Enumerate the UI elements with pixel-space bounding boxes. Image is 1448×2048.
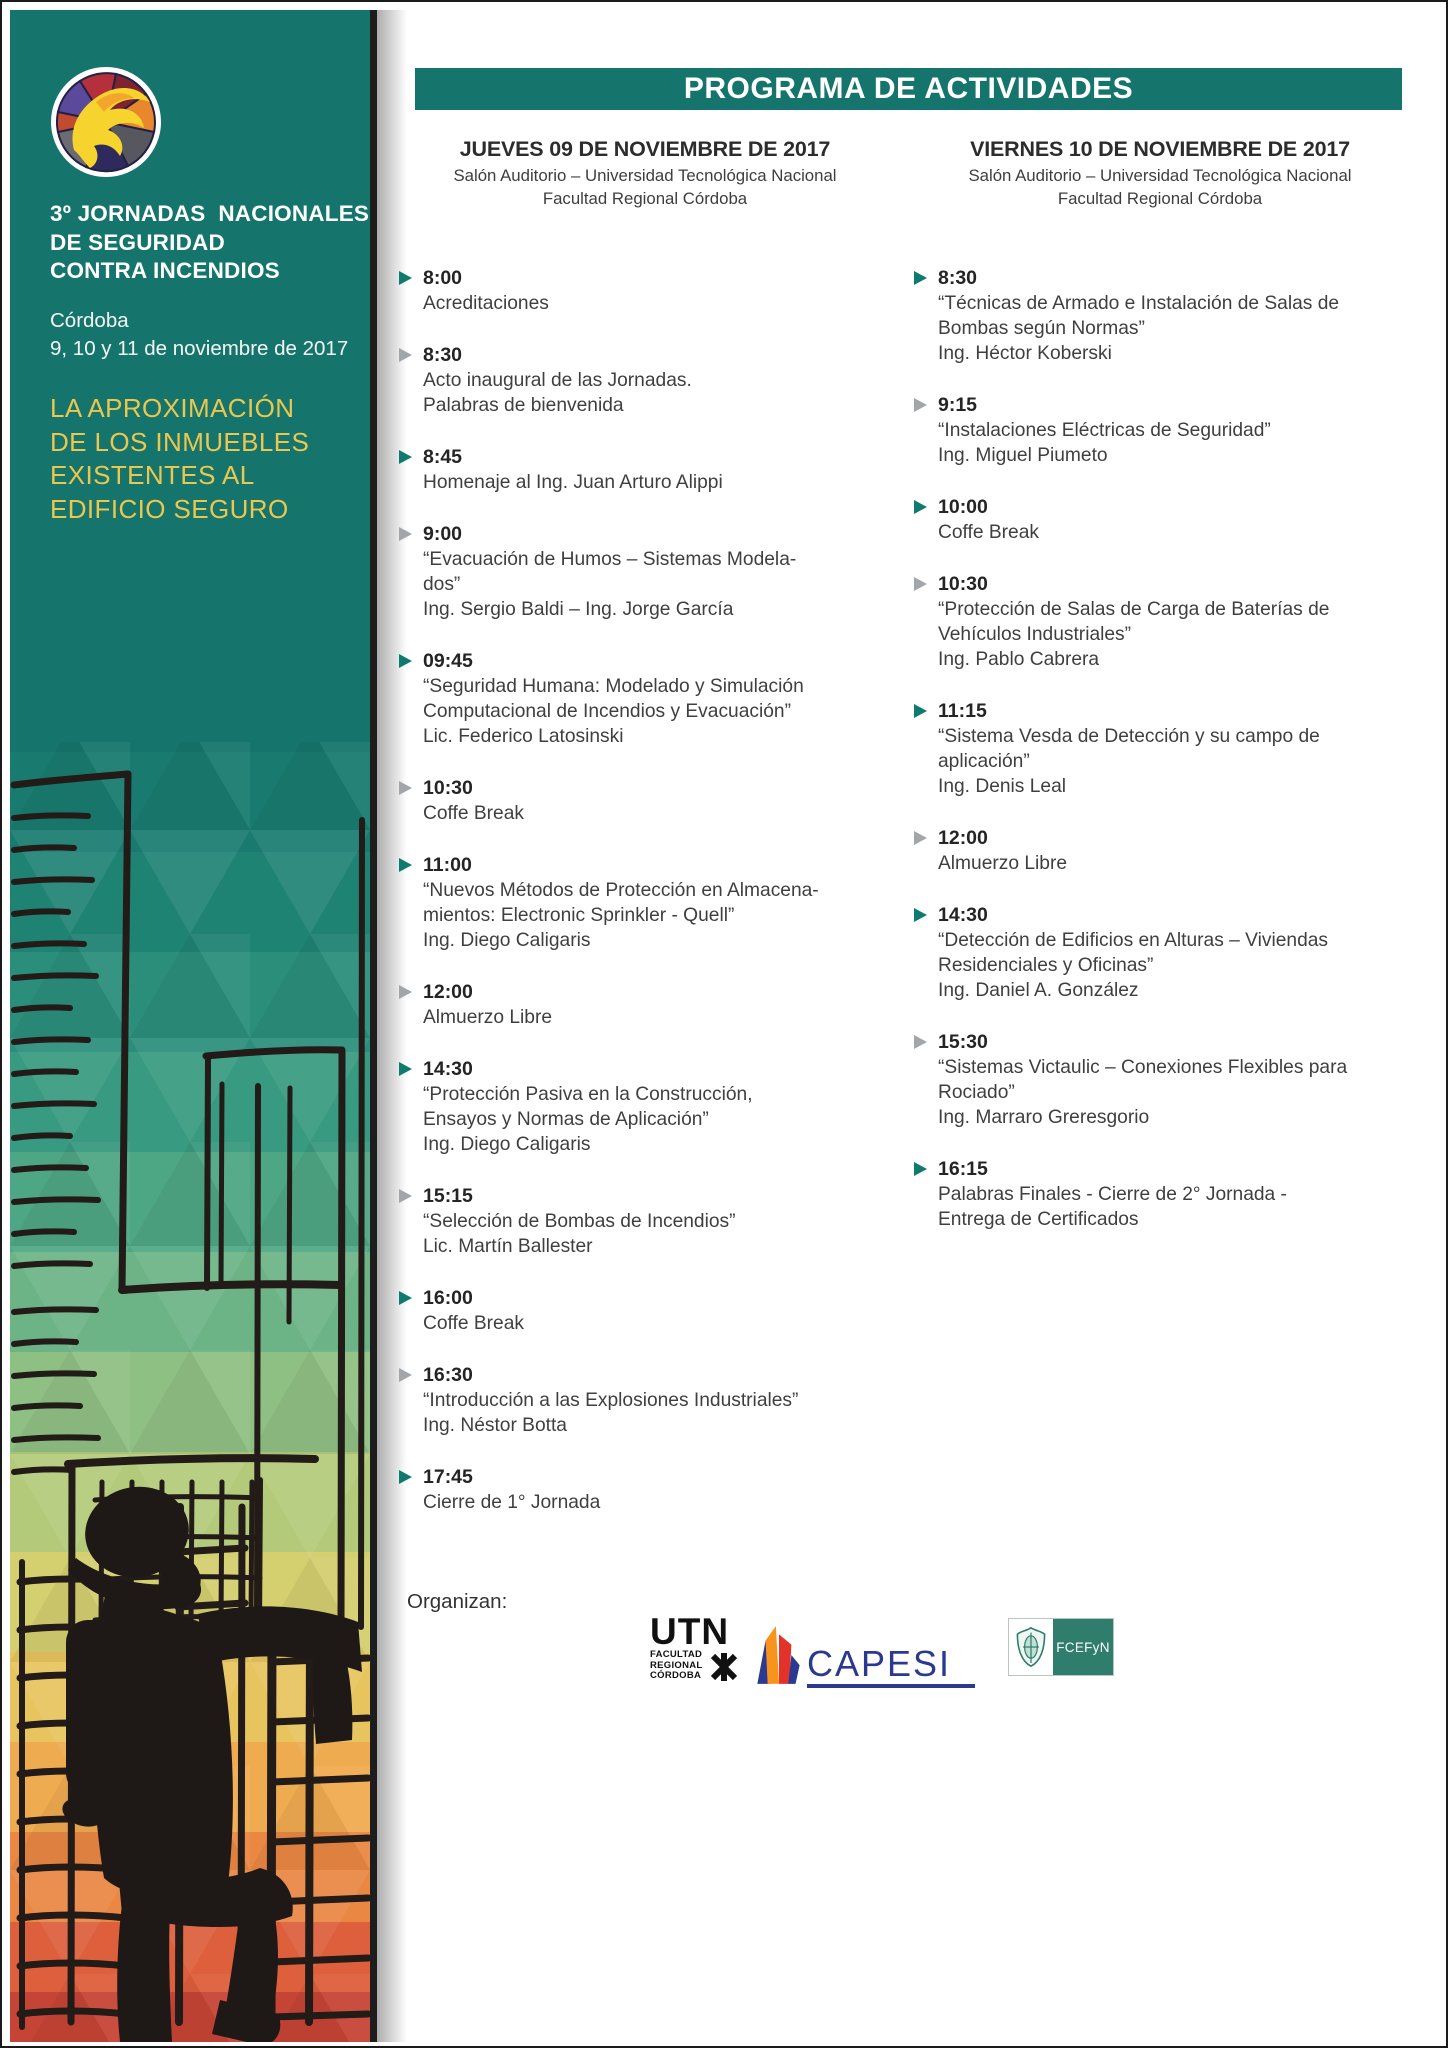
capesi-underline	[807, 1684, 975, 1688]
item-text-line: Ing. Pablo Cabrera	[938, 649, 1100, 670]
triangle-bullet-icon	[399, 858, 412, 872]
day-column-viernes	[914, 134, 1406, 1259]
item-text-line: Coffe Break	[423, 1313, 524, 1334]
item-text-line: Almuerzo Libre	[423, 1007, 553, 1028]
schedule-item	[399, 1184, 891, 1259]
event-title	[50, 200, 369, 286]
triangle-bullet-icon	[914, 398, 927, 412]
schedule-item	[914, 826, 1406, 876]
item-time: 8:30	[423, 344, 463, 366]
day-title: JUEVES 09 DE NOVIEMBRE DE 2017	[459, 137, 831, 161]
program-title-bar	[415, 68, 1402, 110]
schedule-item	[399, 1363, 891, 1438]
program-title: PROGRAMA DE ACTIVIDADES	[683, 72, 1134, 105]
sidebar-divider	[370, 10, 377, 2042]
schedule-item	[914, 903, 1406, 1003]
item-text-line: Ing. Diego Caligaris	[423, 1134, 591, 1155]
fcefyn-logo	[1008, 1618, 1114, 1676]
event-city: Córdoba	[50, 309, 129, 332]
event-location-block	[50, 307, 348, 362]
item-text-line: Ing. Diego Caligaris	[423, 930, 591, 951]
schedule-item	[914, 495, 1406, 545]
item-time: 12:00	[938, 827, 988, 849]
utn-subtitle	[650, 1650, 703, 1682]
item-time: 9:00	[423, 523, 463, 545]
item-text-line: “Evacuación de Humos – Sistemas Modela-	[423, 549, 797, 570]
schedule-item	[399, 776, 891, 826]
fcefyn-label: FCEFyN	[1056, 1639, 1110, 1655]
utn-subtitle-line: CÓRDOBA	[650, 1670, 702, 1681]
item-time: 10:30	[938, 573, 988, 595]
venue-line: Salón Auditorio – Universidad Tecnológica Nacional	[453, 166, 837, 185]
item-text-line: Residenciales y Oficinas”	[938, 955, 1154, 976]
schedule-item	[914, 699, 1406, 799]
item-time: 10:30	[423, 777, 473, 799]
item-text-line: Entrega de Certificados	[938, 1209, 1139, 1230]
item-text-line: “Instalaciones Eléctricas de Seguridad”	[938, 420, 1271, 441]
schedule-items	[914, 266, 1406, 1232]
fcefyn-name-box	[1053, 1619, 1113, 1675]
schedule-item	[399, 343, 891, 418]
venue-line: Facultad Regional Córdoba	[1057, 189, 1263, 208]
item-text-line: Bombas según Normas”	[938, 318, 1145, 339]
firefighter-ladder-art	[10, 622, 370, 2042]
triangle-bullet-icon	[914, 500, 927, 514]
item-text-line: dos”	[423, 574, 461, 595]
item-text-line: Ing. Denis Leal	[938, 776, 1066, 797]
capesi-wordmark: CAPESI	[807, 1643, 952, 1684]
triangle-bullet-icon	[914, 831, 927, 845]
emblem-bird-icon	[50, 66, 162, 178]
item-text-line: Ing. Miguel Piumeto	[938, 445, 1108, 466]
item-text-line: Lic. Martín Ballester	[423, 1236, 593, 1257]
item-text-line: “Detección de Edificios en Alturas – Viviendas	[938, 930, 1329, 951]
item-text-line: Ing. Sergio Baldi – Ing. Jorge García	[423, 599, 734, 620]
item-text-line: “Sistema Vesda de Detección y su campo de	[938, 726, 1320, 747]
schedule-item	[914, 266, 1406, 366]
item-text-line: Acto inaugural de las Jornadas.	[423, 370, 692, 391]
day-title: VIERNES 10 DE NOVIEMBRE DE 2017	[970, 137, 1350, 161]
utn-subtitle-line: REGIONAL	[650, 1659, 703, 1671]
capesi-logo	[755, 1624, 975, 1688]
triangle-bullet-icon	[914, 908, 927, 922]
day-column-jueves	[399, 134, 891, 1542]
venue-line: Salón Auditorio – Universidad Tecnológica Nacional	[968, 166, 1352, 185]
triangle-bullet-icon	[399, 1470, 412, 1484]
item-time: 16:00	[423, 1287, 473, 1309]
triangle-bullet-icon	[399, 654, 412, 668]
item-text-line: Coffe Break	[423, 803, 524, 824]
triangle-bullet-icon	[399, 1291, 412, 1305]
item-time: 14:30	[938, 904, 988, 926]
triangle-bullet-icon	[399, 1189, 412, 1203]
item-time: 8:45	[423, 446, 463, 468]
item-text-line: Lic. Federico Latosinski	[423, 726, 624, 747]
schedule-item	[399, 266, 891, 316]
item-text-line: Ing. Héctor Koberski	[938, 343, 1112, 364]
item-time: 8:00	[423, 267, 463, 289]
item-text-line: Palabras Finales - Cierre de 2° Jornada -	[938, 1184, 1287, 1205]
item-text-line: “Nuevos Métodos de Protección en Almacena-	[423, 880, 819, 901]
schedule-item	[914, 1157, 1406, 1232]
item-text-line: “Introducción a las Explosiones Industriales”	[423, 1390, 799, 1411]
item-time: 11:00	[423, 854, 472, 876]
triangle-bullet-icon	[399, 781, 412, 795]
item-text-line: Ing. Daniel A. González	[938, 980, 1139, 1001]
event-theme-line: EDIFICIO SEGURO	[50, 493, 289, 524]
event-dates: 9, 10 y 11 de noviembre de 2017	[50, 336, 349, 360]
item-text-line: mientos: Electronic Sprinkler - Quell”	[423, 905, 735, 926]
event-theme-line: EXISTENTES AL	[50, 460, 255, 490]
schedule-items	[399, 266, 891, 1515]
item-time: 16:30	[423, 1364, 473, 1386]
item-text-line: Ensayos y Normas de Aplicación”	[423, 1109, 709, 1130]
utn-logo	[650, 1611, 760, 1682]
item-text-line: Coffe Break	[938, 522, 1039, 543]
item-text-line: Palabras de bienvenida	[423, 395, 624, 416]
event-emblem-logo	[50, 66, 162, 178]
triangle-bullet-icon	[399, 1368, 412, 1382]
schedule-item	[399, 853, 891, 953]
item-text-line: “Selección de Bombas de Incendios”	[423, 1211, 736, 1232]
triangle-bullet-icon	[399, 527, 412, 541]
item-text-line: “Técnicas de Armado e Instalación de Salas de	[938, 293, 1340, 314]
triangle-bullet-icon	[399, 985, 412, 999]
item-time: 10:00	[938, 496, 988, 518]
fcefyn-crest-icon	[1015, 1624, 1047, 1670]
triangle-bullet-icon	[914, 271, 927, 285]
item-time: 9:15	[938, 394, 978, 416]
item-text-line: Vehículos Industriales”	[938, 624, 1132, 645]
item-time: 16:15	[938, 1158, 988, 1180]
item-text-line: Homenaje al Ing. Juan Arturo Alippi	[423, 472, 723, 493]
triangle-bullet-icon	[399, 348, 412, 362]
triangle-bullet-icon	[914, 577, 927, 591]
schedule-item	[399, 980, 891, 1030]
capesi-flame-icon	[755, 1624, 803, 1688]
item-text-line: Ing. Marraro Greresgorio	[938, 1107, 1150, 1128]
item-time: 11:15	[938, 700, 987, 722]
triangle-bullet-icon	[399, 271, 412, 285]
item-text-line: Almuerzo Libre	[938, 853, 1068, 874]
item-time: 17:45	[423, 1466, 473, 1488]
item-time: 8:30	[938, 267, 978, 289]
item-text-line: Acreditaciones	[423, 293, 549, 314]
schedule-item	[399, 1057, 891, 1157]
event-theme-line: LA APROXIMACIÓN	[50, 393, 295, 423]
event-title-line: CONTRA INCENDIOS	[50, 258, 280, 283]
schedule-item	[914, 572, 1406, 672]
triangle-bullet-icon	[399, 450, 412, 464]
event-theme	[50, 392, 309, 526]
item-time: 15:15	[423, 1185, 473, 1207]
event-title-line: DE SEGURIDAD	[50, 229, 225, 255]
organizers-footer	[404, 1590, 1414, 1730]
event-title-line: 3º JORNADAS NACIONALES	[50, 201, 370, 226]
item-time: 14:30	[423, 1058, 473, 1080]
triangle-bullet-icon	[914, 704, 927, 718]
triangle-bullet-icon	[399, 1062, 412, 1076]
triangle-bullet-icon	[914, 1035, 927, 1049]
schedule-item	[399, 1286, 891, 1336]
organizers-label: Organizan:	[407, 1590, 508, 1613]
item-text-line: “Protección Pasiva en la Construcción,	[423, 1084, 753, 1105]
schedule-item	[399, 649, 891, 749]
item-text-line: Rociado”	[938, 1082, 1015, 1103]
schedule-item	[914, 393, 1406, 468]
schedule-item	[399, 1465, 891, 1515]
event-theme-line: DE LOS INMUEBLES	[50, 426, 310, 457]
triangle-bullet-icon	[914, 1162, 927, 1176]
item-text-line: “Protección de Salas de Carga de Baterías de	[938, 599, 1330, 620]
utn-subtitle-line: FACULTAD	[650, 1649, 703, 1660]
fcefyn-crest	[1009, 1619, 1053, 1675]
firefighter-illustration	[10, 622, 370, 2042]
item-text-line: Computacional de Incendios y Evacuación”	[423, 701, 791, 722]
venue-line: Facultad Regional Córdoba	[542, 189, 748, 208]
item-time: 12:00	[423, 981, 473, 1003]
schedule-item	[914, 1030, 1406, 1130]
item-text-line: “Sistemas Victaulic – Conexiones Flexibles para	[938, 1057, 1348, 1078]
sidebar	[10, 10, 370, 2042]
utn-wordmark: UTN	[650, 1611, 730, 1652]
utn-gear-icon	[710, 1652, 738, 1682]
item-time: 09:45	[423, 650, 473, 672]
item-text-line: aplicación”	[938, 751, 1030, 772]
item-text-line: Ing. Néstor Botta	[423, 1415, 567, 1436]
schedule-item	[399, 445, 891, 495]
schedule-item	[399, 522, 891, 622]
item-text-line: Cierre de 1° Jornada	[423, 1492, 601, 1513]
item-time: 15:30	[938, 1031, 988, 1053]
item-text-line: “Seguridad Humana: Modelado y Simulación	[423, 676, 804, 697]
